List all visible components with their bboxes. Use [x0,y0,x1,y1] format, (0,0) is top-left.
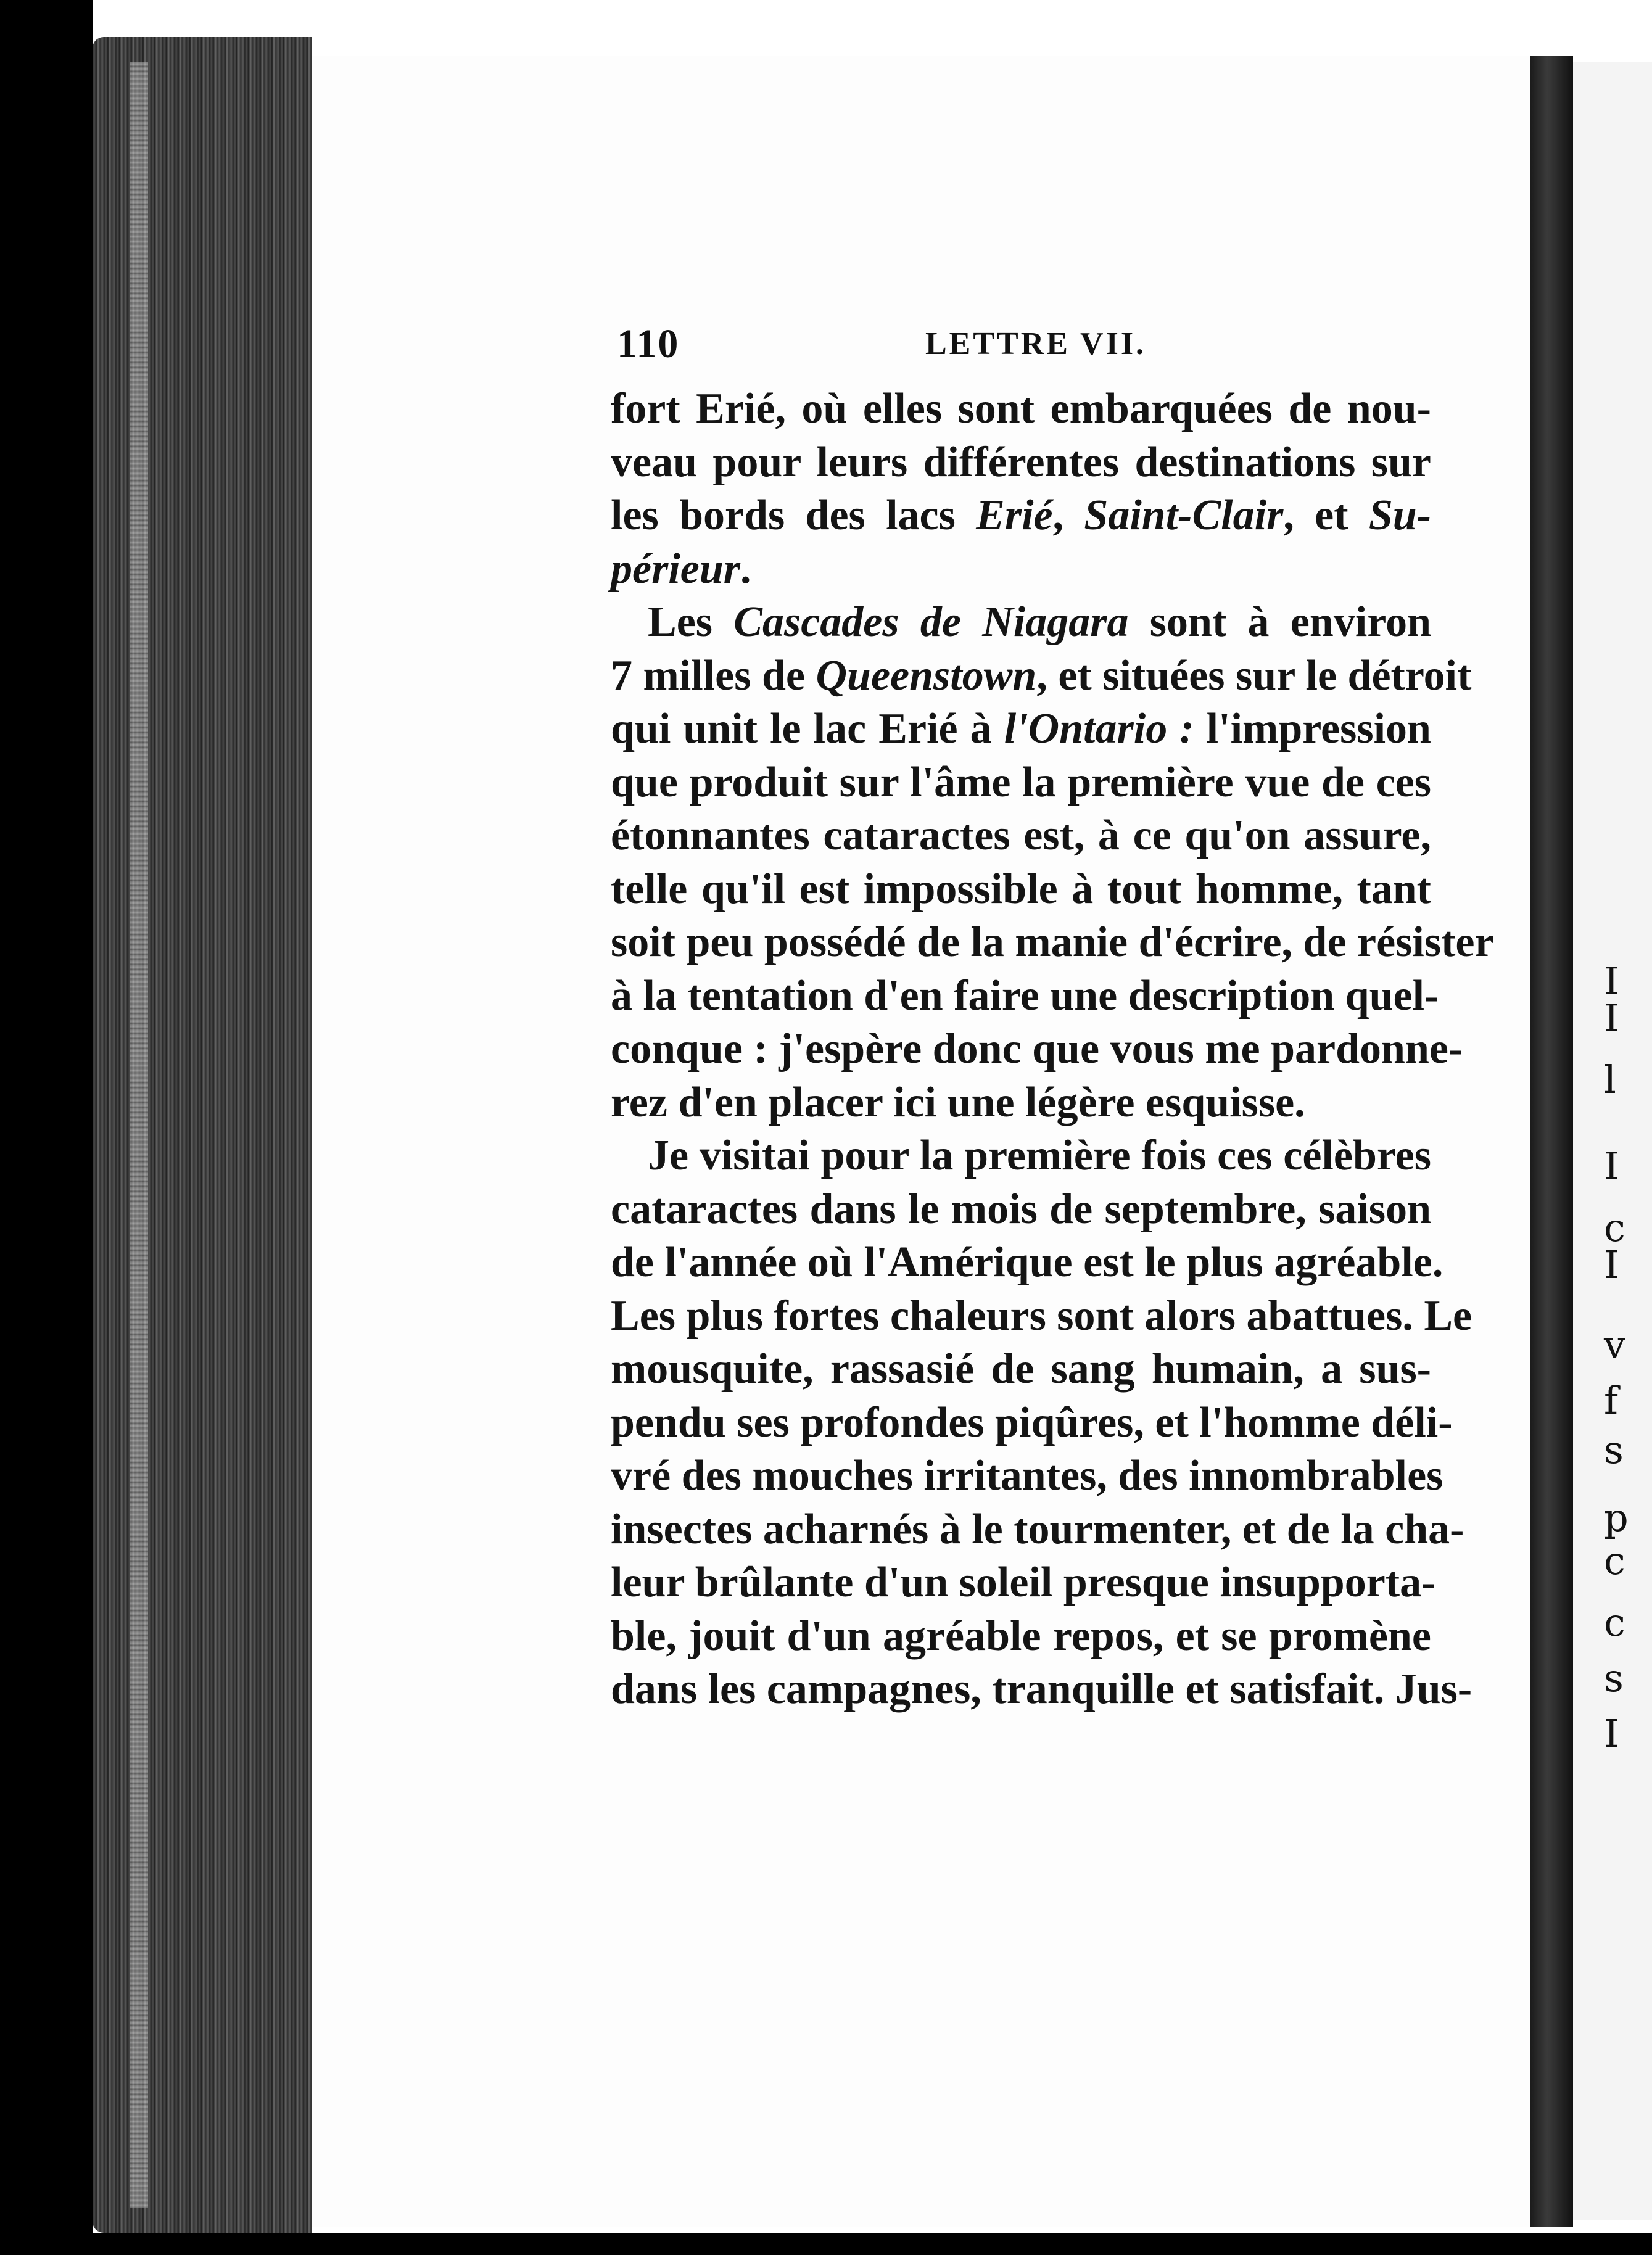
text-segment: Les plus fortes chaleurs sont alors abattues. Le [611,1292,1472,1340]
text-line [611,1076,1431,1130]
scan-top-margin [93,0,1652,37]
facing-page-char: I [1604,1242,1619,1287]
facing-page-char: f [1604,1378,1618,1423]
text-segment: fort Erié, où elles sont embarquées de nou- [611,385,1431,432]
page-number: 110 [617,321,680,366]
italic-segment: Queenstown [816,651,1037,699]
facing-page-char: I [1604,1711,1619,1756]
text-segment: telle qu'il est impossible à tout homme, tant [611,865,1431,913]
body-text [611,382,1494,1717]
text-segment: dans les campagnes, tranquille et satisfait. Jus- [611,1665,1472,1713]
text-line [611,1183,1431,1237]
text-segment: . [740,545,751,593]
text-segment: l'impression [1194,705,1431,752]
text-line [611,382,1431,436]
page-edges [93,37,312,2233]
text-line [611,543,1431,596]
text-segment: Je visitai pour la première fois ces célèbres [648,1132,1431,1179]
text-line [611,596,1431,649]
facing-page-char: I [1604,1144,1619,1189]
text-line [611,1396,1453,1450]
running-head [617,321,1425,370]
text-segment: rez d'en placer ici une légère esquisse. [611,1078,1305,1126]
binding-gutter [1530,56,1573,2227]
text-line [611,1556,1436,1610]
text-segment: pendu ses profondes piqûres, et l'homme déli- [611,1398,1453,1446]
text-segment: cataractes dans le mois de septembre, saison [611,1185,1431,1233]
text-segment: insectes acharnés à le tourmenter, et de la cha- [611,1505,1464,1553]
text-line [611,436,1431,490]
text-segment: ble, jouit d'un agréable repos, et se promène [611,1612,1431,1660]
text-segment: mousquite, rassasié de sang humain, a sus- [611,1345,1431,1393]
text-segment: à la tentation d'en faire une description quel- [611,971,1439,1020]
text-segment: , [1052,492,1084,539]
text-segment: les bords des lacs [611,492,977,539]
facing-page-char: c [1604,1205,1625,1250]
text-segment: 7 milles de [611,651,816,699]
text-segment: vré des mouches irritantes, des innombrables [611,1452,1443,1499]
text-line [611,1129,1431,1183]
text-segment: , et situées sur le détroit [1036,651,1472,699]
page-edges-highlight [130,62,148,2208]
text-line [611,1503,1464,1557]
facing-page-char: I [1604,958,1619,1004]
italic-segment: Erié [976,492,1053,539]
text-segment: , et [1283,492,1369,539]
italic-segment: périeur [611,545,740,593]
facing-page [1573,62,1652,2220]
text-segment: que produit sur l'âme la première vue de ces [611,758,1431,806]
text-line [611,1449,1443,1503]
text-line [611,1610,1431,1663]
text-segment: conque : j'espère donc que vous me pardonne- [611,1025,1463,1073]
facing-page-char: c [1604,1600,1625,1645]
text-line [611,970,1439,1023]
italic-segment: l'Ontario : [1004,705,1194,752]
facing-page-char: c [1604,1538,1625,1583]
text-segment: qui unit le lac Erié à [611,705,1004,752]
text-line [611,1343,1431,1396]
text-line [611,489,1431,543]
text-line [611,703,1431,756]
text-segment: étonnantes cataractes est, à ce qu'on assure, [611,812,1431,859]
text-line [611,1023,1463,1076]
text-line [611,1290,1472,1343]
text-line [611,809,1431,863]
text-line [611,649,1472,703]
scan-bottom-border [0,2233,1652,2255]
scan-left-border [0,0,93,2255]
facing-page-char: s [1604,1427,1624,1472]
facing-page-char: s [1604,1655,1624,1701]
facing-page-char: l [1604,1057,1616,1102]
text-line [611,1663,1472,1717]
text-segment: veau pour leurs différentes destinations sur [611,438,1431,486]
text-line [611,756,1431,810]
facing-page-char: p [1604,1495,1629,1540]
text-segment: sont à environ [1128,598,1432,646]
text-line [611,863,1431,917]
italic-segment: Saint-Clair [1084,492,1284,539]
text-segment: leur brûlante d'un soleil presque insupporta- [611,1559,1436,1606]
text-segment: Les [648,598,734,646]
text-segment: soit peu possédé de la manie d'écrire, de résister [611,918,1494,966]
italic-segment: Cascades de Niagara [733,598,1129,646]
facing-page-char: I [1604,996,1619,1041]
italic-segment: Su- [1368,492,1431,539]
running-title: LETTRE VII. [925,326,1147,361]
text-line [611,1236,1443,1290]
text-line [611,916,1494,970]
facing-page-char: v [1604,1322,1626,1367]
text-segment: de l'année où l'Amérique est le plus agréable. [611,1239,1443,1286]
